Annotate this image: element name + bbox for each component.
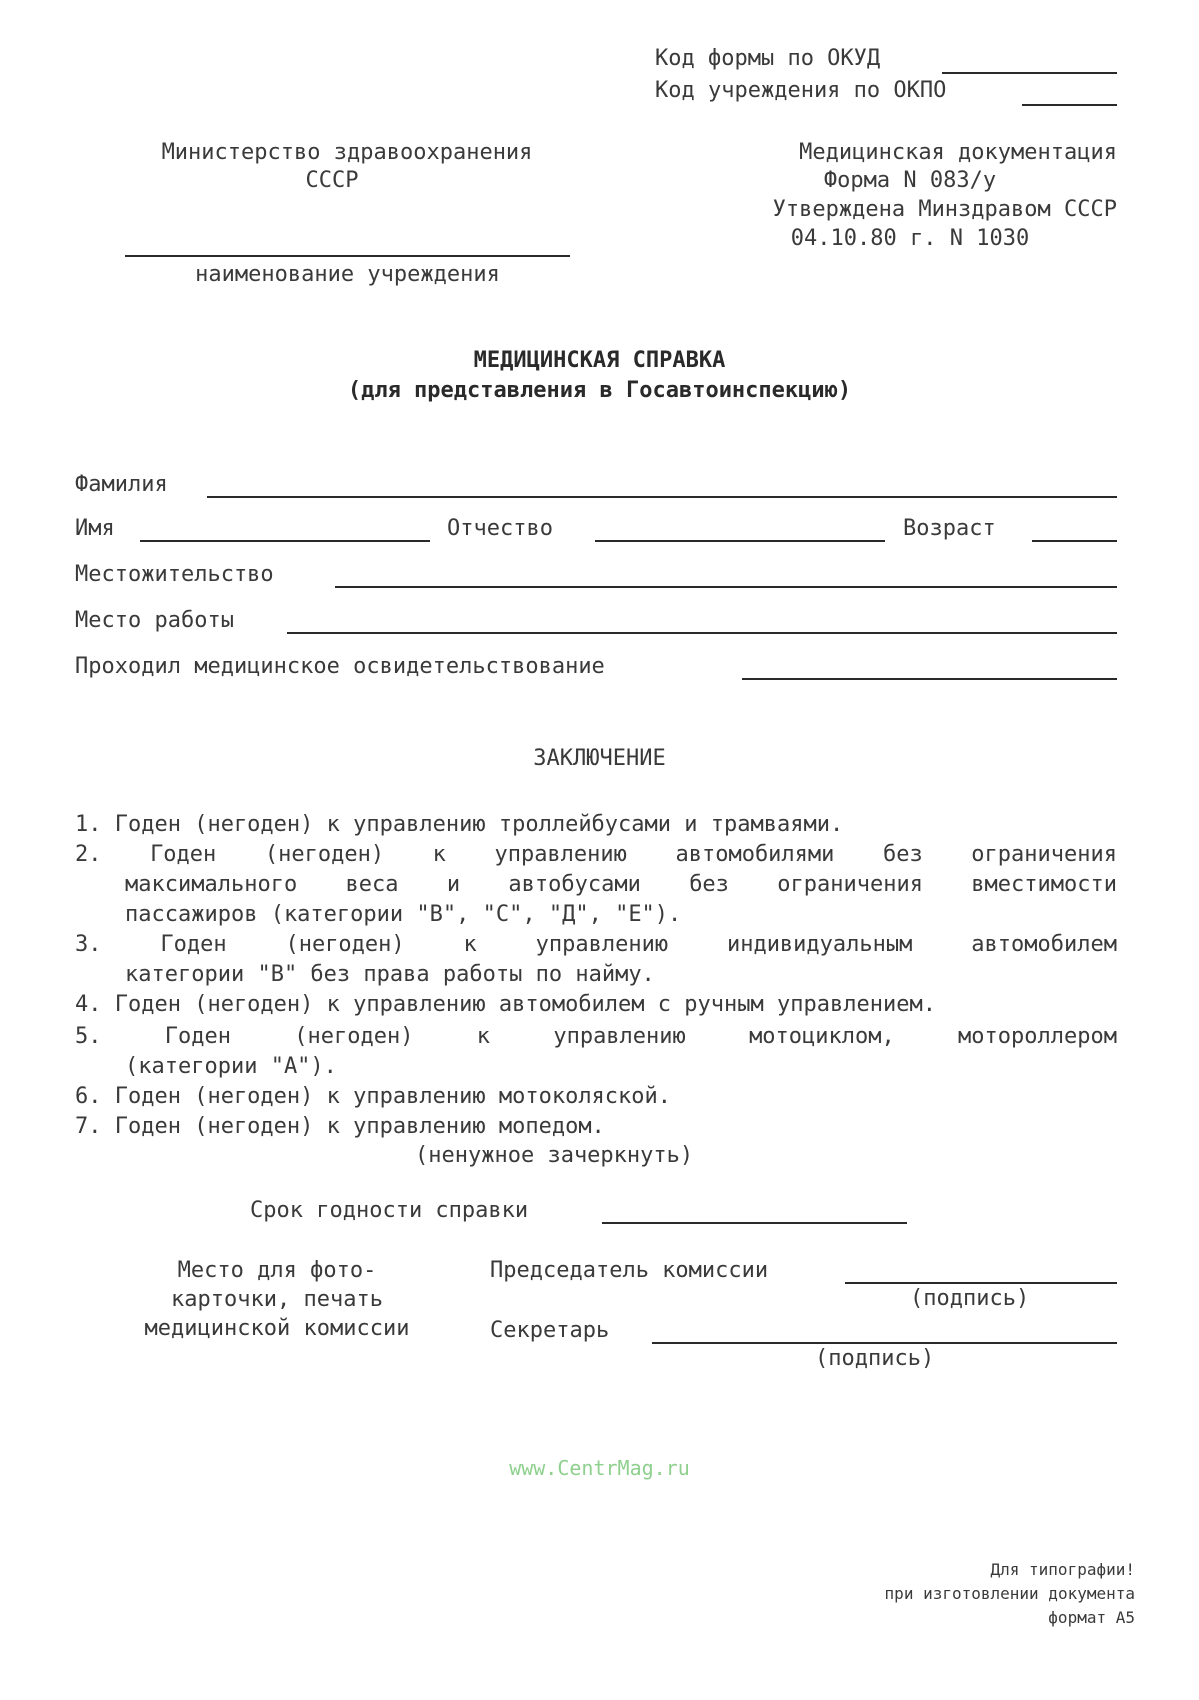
institution-caption: наименование учреждения [195, 262, 500, 287]
validity-field[interactable] [602, 1222, 907, 1224]
document-title: МЕДИЦИНСКАЯ СПРАВКА [473, 348, 726, 373]
surname-label: Фамилия [75, 472, 168, 497]
conclusion-item-5-line-1: 5. Годен (негоден) к управлению мотоциклом, мотороллером [75, 1024, 1117, 1049]
ministry-name: Министерство здравоохранения [161, 140, 533, 165]
photo-place-line-1: Место для фото- [177, 1258, 377, 1283]
photo-place-line-2: карточки, печать [171, 1287, 383, 1312]
conclusion-item-3-line-1: 3. Годен (негоден) к управлению индивидуальным автомобилем [75, 932, 1117, 957]
conclusion-item-3-line-2: категории "В" без права работы по найму. [125, 962, 655, 987]
age-field[interactable] [1032, 540, 1117, 542]
secretary-signature-caption: (подпись) [815, 1346, 935, 1371]
printer-note-line-2: при изготовлении документа [884, 1584, 1135, 1603]
name-label: Имя [75, 516, 115, 541]
conclusion-item-2-line-3: пассажиров (категории "В", "С", "Д", "Е"). [125, 902, 682, 927]
printer-note-line-1: Для типографии! [990, 1560, 1135, 1579]
secretary-label: Секретарь [490, 1318, 610, 1343]
meddoc-date: 04.10.80 г. N 1030 [790, 226, 1030, 251]
okud-line [942, 72, 1117, 74]
workplace-field[interactable] [287, 632, 1117, 634]
age-label: Возраст [903, 516, 996, 541]
photo-place-line-3: медицинской комиссии [144, 1316, 410, 1341]
okud-label: Код формы по ОКУД [655, 46, 881, 71]
conclusion-item-5-line-2: (категории "А"). [125, 1054, 337, 1079]
conclusion-item-6: 6. Годен (негоден) к управлению мотоколяской. [75, 1084, 672, 1109]
surname-field[interactable] [207, 496, 1117, 498]
okpo-label: Код учреждения по ОКПО [655, 78, 947, 103]
strike-note: (ненужное зачеркнуть) [415, 1143, 694, 1168]
conclusion-item-1: 1. Годен (негоден) к управлению троллейбусами и трамваями. [75, 812, 844, 837]
residence-label: Местожительство [75, 562, 274, 587]
meddoc-line-1: Медицинская документация [799, 140, 1117, 165]
chairman-signature-caption: (подпись) [910, 1286, 1030, 1311]
printer-note-line-3: формат А5 [1048, 1608, 1135, 1627]
okpo-line [1022, 104, 1117, 106]
chairman-signature-line[interactable] [845, 1282, 1117, 1284]
validity-label: Срок годности справки [250, 1198, 529, 1223]
exam-field[interactable] [742, 678, 1117, 680]
meddoc-approved: Утверждена Минздравом СССР [772, 197, 1117, 222]
conclusion-item-7: 7. Годен (негоден) к управлению мопедом. [75, 1114, 605, 1139]
conclusion-item-2-line-1: 2. Годен (негоден) к управлению автомобилями без ограничения [75, 842, 1117, 867]
name-field[interactable] [140, 540, 430, 542]
institution-line [125, 255, 570, 257]
conclusion-item-2-line-2: максимального веса и автобусами без ограничения вместимости [125, 872, 1117, 897]
conclusion-heading: ЗАКЛЮЧЕНИЕ [533, 746, 666, 771]
patronymic-field[interactable] [595, 540, 885, 542]
meddoc-form-number: Форма N 083/у [823, 168, 997, 193]
conclusion-item-4: 4. Годен (негоден) к управлению автомобилем с ручным управлением. [75, 992, 936, 1017]
patronymic-label: Отчество [447, 516, 553, 541]
workplace-label: Место работы [75, 608, 234, 633]
residence-field[interactable] [335, 586, 1117, 588]
exam-label: Проходил медицинское освидетельствование [75, 654, 605, 679]
document-subtitle: (для представления в Госавтоинспекцию) [347, 378, 852, 403]
chairman-label: Председатель комиссии [490, 1258, 769, 1283]
watermark: www.CentrMag.ru [509, 1456, 690, 1480]
secretary-signature-line[interactable] [652, 1342, 1117, 1344]
ministry-country: СССР [305, 168, 359, 193]
